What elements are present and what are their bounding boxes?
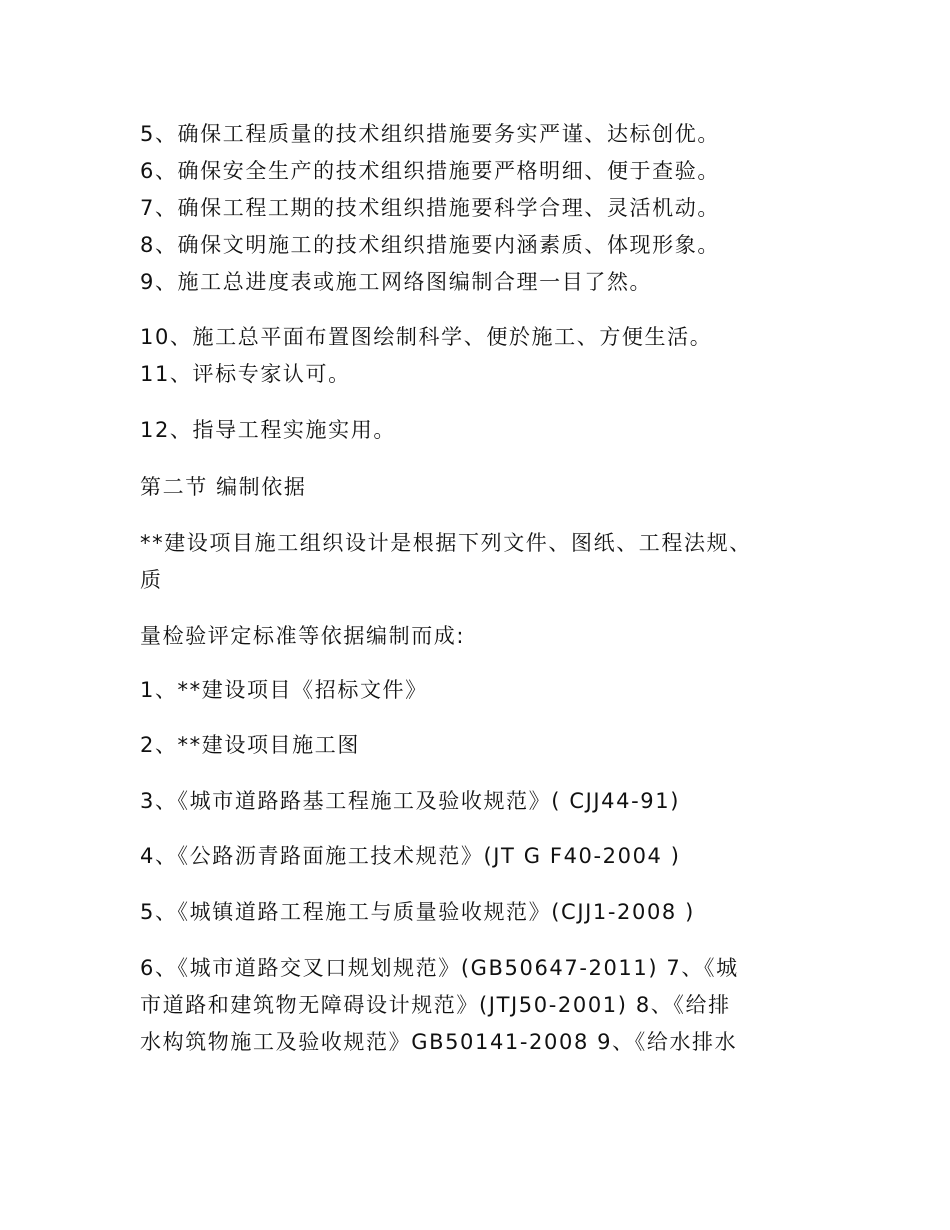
intro-line-2: 质 — [140, 568, 163, 592]
basis-item-1: 1、**建设项目《招标文件》 — [140, 678, 428, 702]
principle-item-5: 5、确保工程质量的技术组织措施要务实严谨、达标创优。 — [140, 122, 720, 146]
principle-item-12: 12、指导工程实施实用。 — [140, 418, 396, 442]
basis-item-3: 3、《城市道路路基工程施工及验收规范》( CJJ44-91) — [140, 789, 680, 813]
final-paragraph-line-2: 市道路和建筑物无障碍设计规范》(JTJ50-2001) 8、《给排 — [140, 993, 731, 1017]
intro-line-1: **建设项目施工组织设计是根据下列文件、图纸、工程法规、 — [140, 531, 752, 555]
principle-item-10: 10、施工总平面布置图绘制科学、便於施工、方便生活。 — [140, 325, 713, 349]
principle-item-8: 8、确保文明施工的技术组织措施要内涵素质、体现形象。 — [140, 233, 720, 257]
final-paragraph-line-3: 水构筑物施工及验收规范》GB50141-2008 9、《给水排水 — [140, 1030, 738, 1054]
principle-item-6: 6、确保安全生产的技术组织措施要严格明细、便于查验。 — [140, 159, 720, 183]
principle-item-9: 9、施工总进度表或施工网络图编制合理一目了然。 — [140, 270, 653, 294]
principle-item-7: 7、确保工程工期的技术组织措施要科学合理、灵活机动。 — [140, 196, 720, 220]
basis-item-4: 4、《公路沥青路面施工技术规范》(JT G F40-2004 ) — [140, 844, 681, 868]
principle-item-11: 11、评标专家认可。 — [140, 362, 351, 386]
basis-item-2: 2、**建设项目施工图 — [140, 733, 360, 757]
section-heading: 第二节 编制依据 — [140, 475, 307, 499]
basis-item-5: 5、《城镇道路工程施工与质量验收规范》(CJJ1-2008 ) — [140, 900, 695, 924]
intro-line-3: 量检验评定标准等依据编制而成: — [140, 624, 466, 648]
final-paragraph-line-1: 6、《城市道路交叉口规划规范》(GB50647-2011) 7、《城 — [140, 956, 739, 980]
